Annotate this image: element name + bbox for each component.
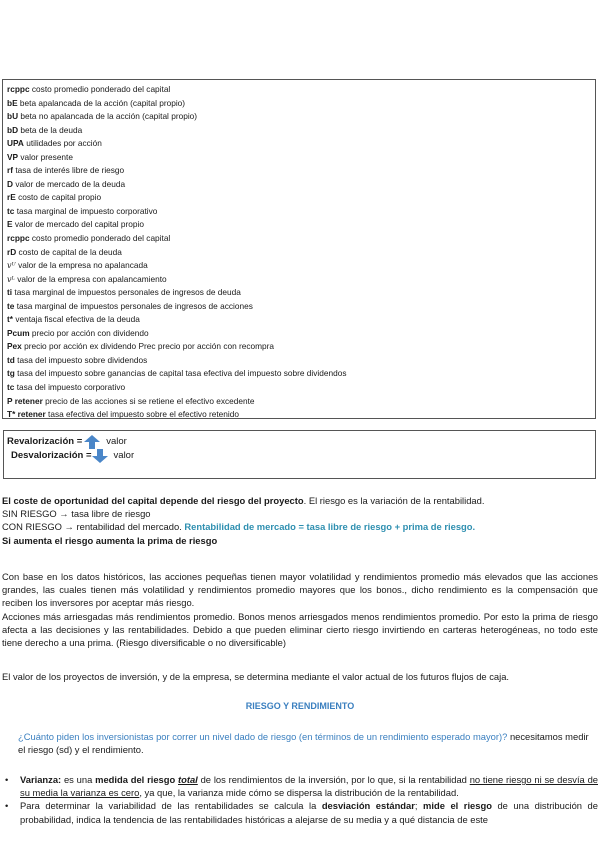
bullet-desviacion (2, 799, 598, 825)
glossary-item (7, 191, 591, 205)
glossary-term: T* retener (7, 409, 46, 420)
intro-line-1 (2, 494, 598, 507)
con-riesgo-line (2, 520, 598, 533)
glossary-definition: tasa de interés libre de riesgo (15, 165, 125, 176)
glossary-definition: costo de capital de la deuda (18, 246, 122, 257)
desviacion-text-1: Para determinar la variabilidad de las rentabilidades se calcula la (20, 800, 322, 812)
glossary-definition: ventaja fiscal efectiva de la deuda (15, 314, 140, 325)
glossary-definition: valor de mercado de la deuda (15, 178, 126, 189)
glossary-definition: valor de la empresa no apalancada (18, 260, 148, 271)
glossary-definition: valor de la empresa con apalancamiento (17, 273, 167, 284)
glossary-item (7, 395, 591, 409)
glossary-item (7, 232, 591, 246)
section-heading: RIESGO Y RENDIMIENTO (245, 701, 355, 711)
glossary-term: te (7, 300, 15, 311)
glossary-definition: utilidades por acción (26, 138, 102, 149)
glossary-definition: tasa del impuesto corporativo (16, 382, 126, 393)
glossary-definition: tasa marginal de impuestos personales de ingresos de deuda (14, 287, 241, 298)
revalorizacion-row (7, 435, 595, 449)
glossary-term: rcppc (7, 84, 30, 94)
total-word: total (178, 774, 198, 785)
glossary-item (7, 381, 591, 395)
glossary-definition: beta no apalancada de la acción (capital propio) (20, 111, 198, 122)
glossary-definition: tasa del impuesto sobre dividendos (17, 354, 148, 365)
paragraph-3: El valor de los proyectos de inversión, y de la empresa, se determina mediante el valor actual de los futuros flujos de caja. (2, 671, 510, 682)
varianza-text-1: es una (61, 774, 96, 785)
question-block (18, 730, 598, 756)
glossary-definition: precio por acción con dividendo (31, 327, 149, 338)
glossary-term: tg (7, 368, 15, 379)
intro-block (2, 494, 598, 547)
glossary-definition: costo de capital propio (18, 192, 102, 203)
glossary-item (7, 408, 591, 422)
glossary-term: Pcum (7, 327, 30, 338)
glossary-box (2, 79, 596, 419)
glossary-item (7, 313, 591, 327)
glossary-definition: valor de mercado del capital propio (14, 219, 144, 230)
glossary-term: rE (7, 192, 16, 203)
glossary-definition: beta de la deuda (20, 124, 83, 135)
glossary-item (7, 83, 591, 97)
glossary-term: E (7, 219, 13, 230)
varianza-text-3: , ya que, la varianza mide cómo se dispersa la distribución de la rentabilidad. (139, 787, 459, 799)
glossary-item (7, 218, 591, 232)
glossary-term: P retener (7, 395, 43, 406)
glossary-definition: costo promedio ponderado del capital (31, 84, 171, 94)
glossary-term: rD (7, 246, 17, 257)
glossary-term: bD (7, 124, 19, 135)
glossary-item (7, 205, 591, 219)
glossary-item (7, 259, 591, 273)
question-text: ¿Cuánto piden los inversionistas por correr un nivel dado de riesgo (en términos de un rendimiento esperado mayor)? (18, 731, 510, 742)
varianza-term: Varianza: (20, 774, 62, 785)
glossary-item (7, 151, 591, 165)
intro-line-1-rest: . El riesgo es la variación de la rentabilidad. (303, 495, 485, 506)
glossary-list (7, 83, 591, 422)
glossary-item (7, 273, 591, 287)
glossary-definition: beta apalancada de la acción (capital propio) (19, 97, 186, 108)
bullet-list (2, 773, 598, 826)
glossary-item (7, 367, 591, 381)
glossary-term: D (7, 178, 13, 189)
revalorizacion-label: Revalorización = (7, 436, 83, 447)
glossary-item (7, 300, 591, 314)
glossary-item (7, 178, 591, 192)
glossary-item (7, 286, 591, 300)
glossary-symbol: vᴸ (7, 274, 15, 284)
glossary-item (7, 110, 591, 124)
glossary-term: tc (7, 382, 15, 393)
rentabilidad-mercado-formula: Rentabilidad de mercado = tasa libre de riesgo + prima de riesgo. (184, 521, 476, 533)
glossary-term: ti (7, 287, 13, 298)
varianza-text-2: de los rendimientos de la inversión, por lo que, si la rentabilidad (197, 774, 470, 785)
glossary-definition: costo promedio ponderado del capital (31, 233, 171, 244)
desvalorizacion-text: valor (113, 450, 135, 461)
glossary-item (7, 137, 591, 151)
glossary-item (7, 164, 591, 178)
desviacion-text-2: ; (414, 800, 424, 812)
glossary-definition: tasa del impuesto sobre ganancias de capital tasa efectiva del impuesto sobre dividendos (17, 368, 347, 379)
medida-riesgo: medida del riesgo (95, 774, 178, 785)
arrow-up-icon (84, 435, 100, 449)
glossary-definition: tasa marginal de impuesto corporativo (16, 205, 158, 216)
glossary-item (7, 327, 591, 341)
valor-box (3, 430, 596, 479)
glossary-symbol: vᵁ (7, 261, 16, 271)
glossary-definition: precio de las acciones si se retiene el efectivo excedente (45, 395, 255, 406)
glossary-item (7, 340, 591, 354)
mide-riesgo: mide el riesgo (423, 800, 492, 812)
question-answer: necesitamos medir el riesgo (sd) y el rendimiento. (18, 731, 589, 756)
glossary-item (7, 124, 591, 138)
glossary-term: rf (7, 165, 13, 176)
glossary-definition: tasa efectiva del impuesto sobre el efectivo retenido (48, 409, 239, 420)
con-riesgo-text: CON RIESGO → rentabilidad del mercado. (2, 521, 185, 533)
revalorizacion-text: valor (106, 436, 127, 447)
glossary-definition: valor presente (20, 151, 73, 162)
desviacion-text-3: de una distribución de probabilidad, indica la tendencia de las rentabilidades históricas a alejarse de su media y a qué distancia de este (20, 800, 598, 825)
si-aumenta-bold: Si aumenta el riesgo aumenta la prima de riesgo (2, 534, 218, 546)
glossary-term: Pex (7, 341, 22, 352)
desviacion-estandar: desviación estándar (321, 800, 415, 812)
glossary-term: bE (7, 97, 18, 108)
coste-oportunidad-bold: El coste de oportunidad del capital depende del riesgo del proyecto (2, 495, 304, 506)
glossary-item (7, 246, 591, 260)
glossary-item (7, 97, 591, 111)
glossary-term: t* (7, 314, 13, 325)
desvalorizacion-label: Desvalorización = (11, 450, 92, 461)
glossary-item (7, 354, 591, 368)
varianza-underlined: no tiene riesgo ni se desvía de su media la varianza es cero (20, 774, 598, 799)
sin-riesgo-line: SIN RIESGO → tasa libre de riesgo (2, 508, 151, 520)
glossary-definition: precio por acción ex dividendo Prec precio por acción con recompra (24, 341, 275, 352)
glossary-term: UPA (7, 138, 24, 149)
glossary-definition: tasa marginal de impuestos personales de ingresos de acciones (16, 300, 253, 311)
arrow-down-icon (92, 449, 108, 463)
glossary-term: bU (7, 111, 19, 122)
si-aumenta-line (2, 534, 598, 547)
desvalorizacion-row (11, 449, 595, 463)
paragraph-1: Con base en los datos históricos, las acciones pequeñas tienen mayor volatilidad y rendimientos promedio más elevados que las acciones grandes, las cuales tienen más volatilidad y rendimientos promedio mayores que los bonos., dicho rendimiento es la compensación que reciben los inversores por aceptar más riesgo. (2, 571, 598, 609)
glossary-term: td (7, 354, 15, 365)
glossary-term: tc (7, 205, 15, 216)
glossary-term: VP (7, 151, 19, 162)
paragraph-2: Acciones más arriesgadas más rendimientos promedio. Bonos menos arriesgados menos rendimientos promedio. Por esto la prima de riesgo afecta a las decisiones y las rentabilidades. Debido a que pueden eliminar cierto riesgo invirtiendo en carteras heterogéneas, no todo este tiene derecho a una prima. (Riesgo diversificable o no diversificable) (2, 611, 598, 649)
bullet-varianza (2, 773, 598, 799)
glossary-term: rcppc (7, 233, 30, 244)
